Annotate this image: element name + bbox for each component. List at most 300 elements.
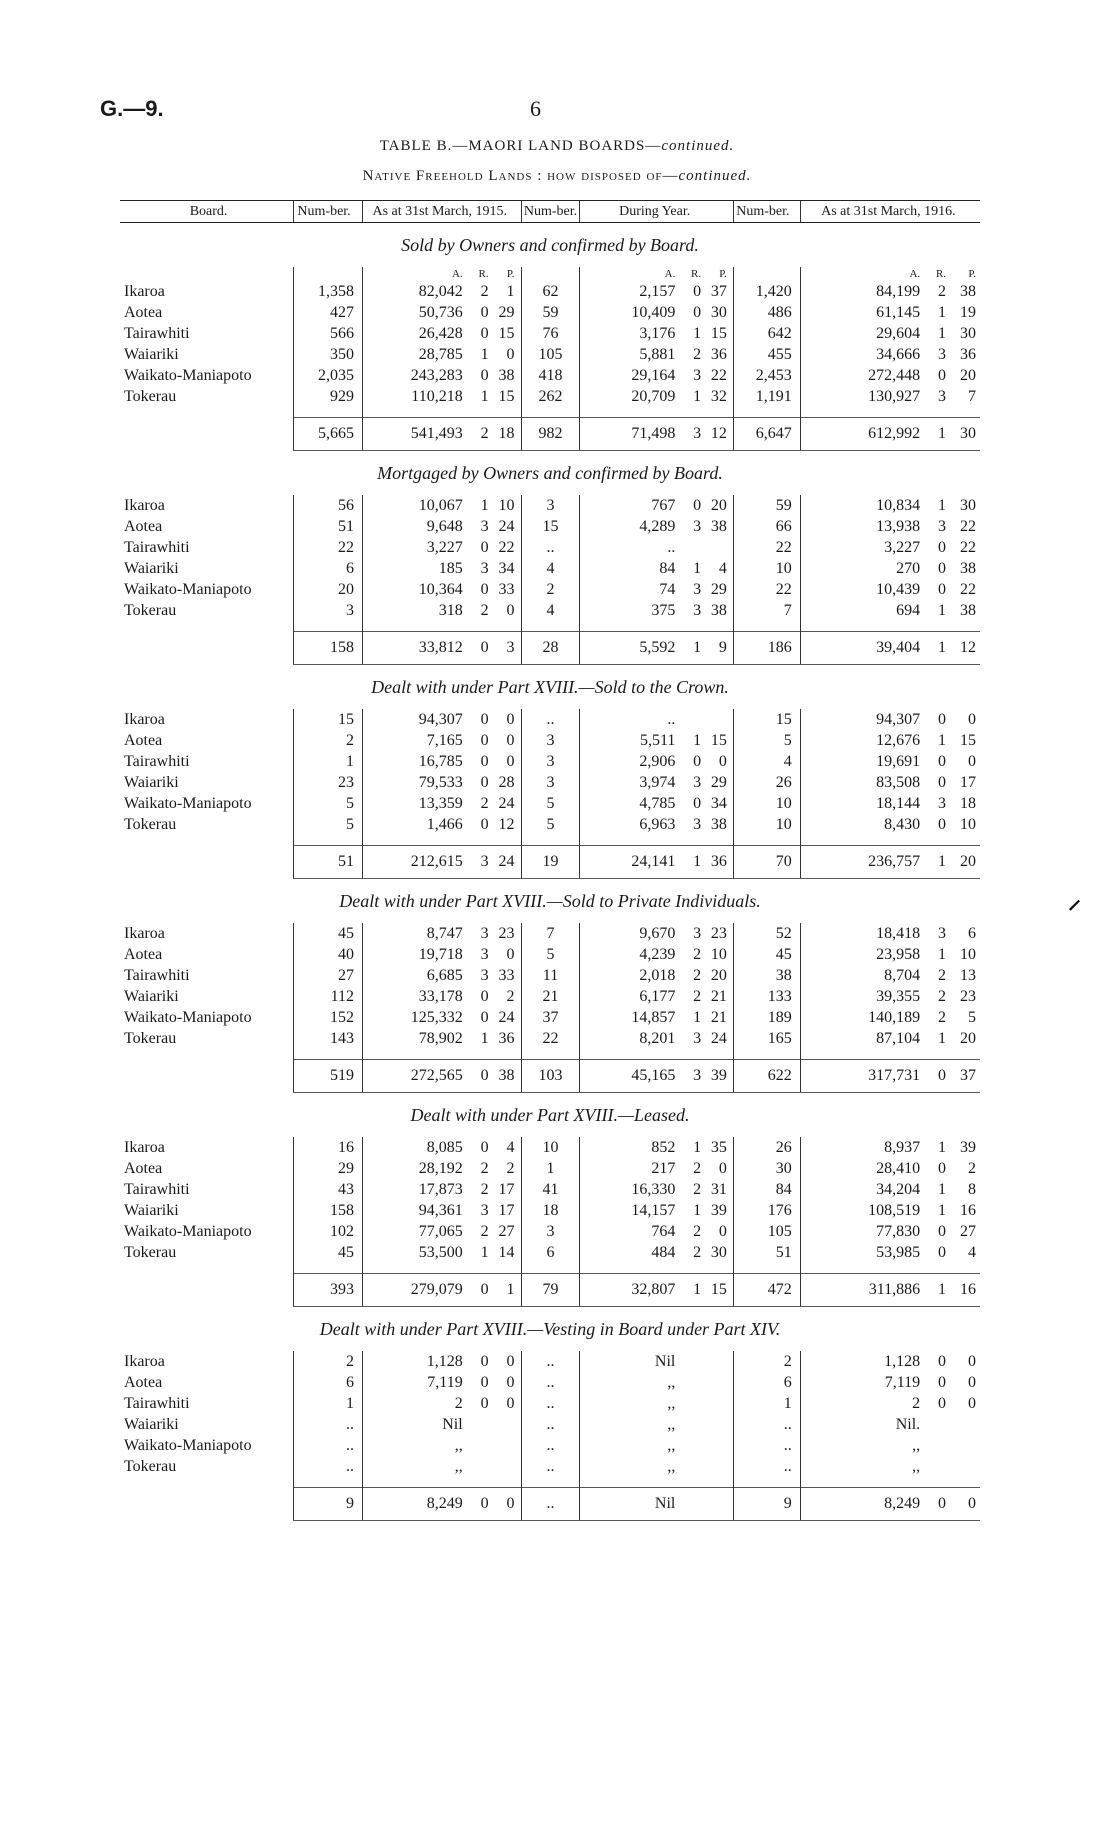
cell-n2: .. bbox=[521, 1414, 580, 1435]
units-row bbox=[120, 267, 980, 281]
total-label-blank bbox=[120, 632, 294, 665]
cell-p1: 34 bbox=[498, 560, 515, 577]
cell-a2: 764 bbox=[580, 1221, 679, 1242]
total-n3: 622 bbox=[733, 1060, 800, 1093]
cell-r1: 0 bbox=[480, 304, 489, 321]
spacer-cell bbox=[800, 1263, 924, 1274]
spacer-cell bbox=[521, 621, 580, 632]
total-a1: 212,615 bbox=[362, 846, 466, 879]
cell-a3: ,, bbox=[800, 1435, 924, 1456]
cell-p2: 39 bbox=[710, 1202, 727, 1219]
cell-p1: 1 bbox=[506, 283, 515, 300]
cell-a3: 83,508 bbox=[800, 772, 924, 793]
cell-a3: 3,227 bbox=[800, 537, 924, 558]
spacer-cell bbox=[800, 1477, 924, 1488]
cell-p1: 0 bbox=[506, 1395, 515, 1412]
cell-a1: 6,685 bbox=[362, 965, 466, 986]
cell-a2: 4,239 bbox=[580, 944, 679, 965]
cell-r1: 0 bbox=[480, 732, 489, 749]
spacer-cell bbox=[467, 835, 489, 846]
section-title: Mortgaged by Owners and confirmed by Board. bbox=[377, 463, 723, 483]
cell-p1: 28 bbox=[498, 774, 515, 791]
cell-a2: 4,785 bbox=[580, 793, 679, 814]
cell-r2: 0 bbox=[693, 795, 702, 812]
cell-n1: .. bbox=[294, 1414, 363, 1435]
cell-r3: 2 bbox=[938, 283, 947, 300]
total-a2: 32,807 bbox=[580, 1274, 679, 1307]
spacer-cell bbox=[701, 1477, 733, 1488]
cell-p2: 38 bbox=[710, 602, 727, 619]
table-row bbox=[120, 1435, 980, 1456]
table-row bbox=[120, 944, 980, 965]
cell-r2: 2 bbox=[693, 1244, 702, 1261]
total-n1: 51 bbox=[294, 846, 363, 879]
total-r1: 2 bbox=[467, 418, 489, 451]
cell-a2: 2,906 bbox=[580, 751, 679, 772]
section-title-row bbox=[120, 665, 980, 710]
cell-p3: 10 bbox=[960, 946, 976, 963]
cell-p1: 0 bbox=[506, 732, 515, 749]
cell-p3: 38 bbox=[960, 560, 976, 577]
spacer-cell bbox=[120, 835, 294, 846]
table-row bbox=[120, 386, 980, 407]
board-name: Aotea bbox=[124, 518, 163, 535]
cell-r1: 0 bbox=[480, 774, 489, 791]
cell-n1: 29 bbox=[294, 1158, 363, 1179]
spacer-cell bbox=[489, 1263, 521, 1274]
spacer-cell bbox=[294, 1049, 363, 1060]
cell-r2: 2 bbox=[693, 988, 702, 1005]
cell-a1: 16,785 bbox=[362, 751, 466, 772]
board-name: Aotea bbox=[124, 1160, 163, 1177]
cell-p2: 30 bbox=[710, 1244, 727, 1261]
cell-a2: 375 bbox=[580, 600, 679, 621]
table-row bbox=[120, 1393, 980, 1414]
spacer-cell bbox=[701, 835, 733, 846]
cell-r1: 1 bbox=[480, 1030, 489, 1047]
cell-a3: 270 bbox=[800, 558, 924, 579]
cell-n3: 1 bbox=[733, 1393, 800, 1414]
spacer-cell bbox=[924, 1049, 946, 1060]
spacer-cell bbox=[946, 1263, 980, 1274]
cell-p1: 17 bbox=[498, 1181, 515, 1198]
cell-r2: 3 bbox=[693, 602, 702, 619]
cell-a1: 110,218 bbox=[362, 386, 466, 407]
cell-r1: 0 bbox=[480, 539, 489, 556]
total-n1: 393 bbox=[294, 1274, 363, 1307]
cell-a2: 3,974 bbox=[580, 772, 679, 793]
cell-a3: 28,410 bbox=[800, 1158, 924, 1179]
cell-a2: 84 bbox=[580, 558, 679, 579]
cell-r2: 2 bbox=[693, 346, 702, 363]
cell-n2: 15 bbox=[521, 516, 580, 537]
cell-a1: 8,747 bbox=[362, 923, 466, 944]
cell-a1: 7,165 bbox=[362, 730, 466, 751]
cell-n1: 27 bbox=[294, 965, 363, 986]
spacer-cell bbox=[800, 835, 924, 846]
cell-p2: 22 bbox=[710, 367, 727, 384]
cell-r2: 2 bbox=[693, 946, 702, 963]
cell-n3: 59 bbox=[733, 495, 800, 516]
cell-r1: 0 bbox=[480, 1374, 489, 1391]
cell-n2: 4 bbox=[521, 558, 580, 579]
cell-a2: 10,409 bbox=[580, 302, 679, 323]
cell-a2: ,, bbox=[580, 1435, 679, 1456]
cell-a1: 3,227 bbox=[362, 537, 466, 558]
unit-perches: P. bbox=[968, 268, 976, 280]
cell-p3: 38 bbox=[960, 283, 976, 300]
total-r1: 0 bbox=[467, 1274, 489, 1307]
board-name: Waiariki bbox=[124, 988, 179, 1005]
cell-n2: 3 bbox=[521, 730, 580, 751]
cell-n2: 418 bbox=[521, 365, 580, 386]
cell-p1 bbox=[489, 1456, 521, 1477]
cell-r3: 0 bbox=[938, 1223, 947, 1240]
cell-n3: 45 bbox=[733, 944, 800, 965]
cell-a2: ,, bbox=[580, 1456, 679, 1477]
table-title: TABLE B.—MAORI LAND BOARDS—continued. bbox=[379, 138, 735, 154]
cell-r2: 2 bbox=[693, 1181, 702, 1198]
cell-a3: 140,189 bbox=[800, 1007, 924, 1028]
cell-n3: 51 bbox=[733, 1242, 800, 1263]
cell-r2: 3 bbox=[693, 518, 702, 535]
board-name: Tairawhiti bbox=[124, 325, 190, 342]
cell-p2: 38 bbox=[710, 816, 727, 833]
cell-r3 bbox=[924, 1456, 946, 1477]
spacer-cell bbox=[946, 407, 980, 418]
cell-p2: 30 bbox=[710, 304, 727, 321]
total-label-blank bbox=[120, 1274, 294, 1307]
cell-r3: 3 bbox=[938, 388, 947, 405]
total-row bbox=[120, 632, 980, 665]
cell-n1: 566 bbox=[294, 323, 363, 344]
total-r2: 1 bbox=[679, 1274, 701, 1307]
cell-n1: 15 bbox=[294, 709, 363, 730]
page-number: 6 bbox=[530, 96, 541, 121]
spacer-row bbox=[120, 835, 980, 846]
cell-r1: 3 bbox=[480, 967, 489, 984]
total-r2: 1 bbox=[679, 846, 701, 879]
cell-p1: 24 bbox=[498, 795, 515, 812]
cell-a2: 2,018 bbox=[580, 965, 679, 986]
cell-n3: 105 bbox=[733, 1221, 800, 1242]
board-name: Tairawhiti bbox=[124, 1181, 190, 1198]
cell-p3: 16 bbox=[960, 1202, 976, 1219]
cell-a3: 130,927 bbox=[800, 386, 924, 407]
cell-r1: 2 bbox=[480, 1223, 489, 1240]
table-row bbox=[120, 1007, 980, 1028]
table-row bbox=[120, 516, 980, 537]
total-r2: 3 bbox=[679, 418, 701, 451]
total-r1: 0 bbox=[467, 632, 489, 665]
cell-r1: 3 bbox=[480, 518, 489, 535]
total-a1: 33,812 bbox=[362, 632, 466, 665]
cell-n2: 10 bbox=[521, 1137, 580, 1158]
spacer-cell bbox=[362, 1477, 466, 1488]
cell-a2: .. bbox=[580, 709, 679, 730]
spacer-cell bbox=[701, 407, 733, 418]
board-name: Ikaroa bbox=[124, 925, 165, 942]
cell-r3: 0 bbox=[938, 1395, 947, 1412]
total-a3: 39,404 bbox=[800, 632, 924, 665]
cell-a2: 74 bbox=[580, 579, 679, 600]
cell-n3: 455 bbox=[733, 344, 800, 365]
cell-n3: 486 bbox=[733, 302, 800, 323]
units-blank bbox=[521, 267, 580, 281]
spacer-row bbox=[120, 1263, 980, 1274]
cell-r2: 3 bbox=[693, 774, 702, 791]
unit-roods: R. bbox=[691, 268, 702, 280]
cell-p1: 17 bbox=[498, 1202, 515, 1219]
cell-p2: 20 bbox=[710, 967, 727, 984]
cell-n2: .. bbox=[521, 709, 580, 730]
cell-r3: 0 bbox=[938, 1160, 947, 1177]
cell-n1: 102 bbox=[294, 1221, 363, 1242]
board-name: Waikato-Maniapoto bbox=[124, 1223, 252, 1240]
total-a1: 279,079 bbox=[362, 1274, 466, 1307]
board-name: Waikato-Maniapoto bbox=[124, 367, 252, 384]
cell-n3: 84 bbox=[733, 1179, 800, 1200]
spacer-cell bbox=[924, 1477, 946, 1488]
cell-r2: 0 bbox=[693, 304, 702, 321]
cell-r2 bbox=[679, 1372, 701, 1393]
cell-r2: 0 bbox=[693, 283, 702, 300]
cell-n2: .. bbox=[521, 537, 580, 558]
cell-n3: 22 bbox=[733, 579, 800, 600]
cell-a2: 5,881 bbox=[580, 344, 679, 365]
cell-a3: 34,666 bbox=[800, 344, 924, 365]
spacer-cell bbox=[946, 1049, 980, 1060]
cell-r2: 1 bbox=[693, 732, 702, 749]
cell-n2: 22 bbox=[521, 1028, 580, 1049]
board-name: Aotea bbox=[124, 946, 163, 963]
cell-r1: 1 bbox=[480, 1244, 489, 1261]
cell-n1: 45 bbox=[294, 923, 363, 944]
cell-p2: 21 bbox=[710, 988, 727, 1005]
unit-acres: A. bbox=[800, 267, 924, 281]
total-p1: 18 bbox=[489, 418, 521, 451]
cell-n1: 56 bbox=[294, 495, 363, 516]
cell-r2: 1 bbox=[693, 1009, 702, 1026]
header-as-at-1916: As at 31st March, 1916. bbox=[800, 201, 980, 223]
board-name: Waikato-Maniapoto bbox=[124, 581, 252, 598]
total-row bbox=[120, 846, 980, 879]
cell-p2: 4 bbox=[718, 560, 727, 577]
cell-n2: 7 bbox=[521, 923, 580, 944]
cell-p2 bbox=[701, 709, 733, 730]
cell-r3: 0 bbox=[938, 774, 947, 791]
spacer-cell bbox=[467, 621, 489, 632]
total-a2: 5,592 bbox=[580, 632, 679, 665]
spacer-cell bbox=[800, 1049, 924, 1060]
cell-n3: .. bbox=[733, 1435, 800, 1456]
cell-p1: 24 bbox=[498, 518, 515, 535]
spacer-cell bbox=[294, 407, 363, 418]
cell-a2: 4,289 bbox=[580, 516, 679, 537]
spacer-cell bbox=[489, 1477, 521, 1488]
total-a2: 71,498 bbox=[580, 418, 679, 451]
units-blank bbox=[120, 267, 294, 281]
spacer-cell bbox=[733, 835, 800, 846]
cell-p3: 38 bbox=[960, 602, 976, 619]
cell-a3: 34,204 bbox=[800, 1179, 924, 1200]
board-name: Waiariki bbox=[124, 774, 179, 791]
cell-n1: 1,358 bbox=[294, 281, 363, 302]
cell-a2: 5,511 bbox=[580, 730, 679, 751]
cell-n1: 5 bbox=[294, 814, 363, 835]
header-number-1916: Num-ber. bbox=[733, 201, 800, 223]
board-name: Ikaroa bbox=[124, 711, 165, 728]
cell-n3: 133 bbox=[733, 986, 800, 1007]
total-p2 bbox=[701, 1488, 733, 1521]
total-r1: 0 bbox=[467, 1060, 489, 1093]
cell-n3: 176 bbox=[733, 1200, 800, 1221]
cell-a1: 1,466 bbox=[362, 814, 466, 835]
total-p3: 30 bbox=[946, 418, 980, 451]
cell-a2: 29,164 bbox=[580, 365, 679, 386]
table-row bbox=[120, 923, 980, 944]
unit-perches: P. bbox=[506, 268, 515, 280]
board-name: Tokerau bbox=[124, 1244, 177, 1261]
total-a1: 541,493 bbox=[362, 418, 466, 451]
cell-n2: 41 bbox=[521, 1179, 580, 1200]
spacer-cell bbox=[679, 1049, 701, 1060]
board-name: Tairawhiti bbox=[124, 1395, 190, 1412]
cell-r2 bbox=[679, 1435, 701, 1456]
cell-n1: 20 bbox=[294, 579, 363, 600]
cell-a3: 1,128 bbox=[800, 1351, 924, 1372]
spacer-cell bbox=[679, 1477, 701, 1488]
cell-p2: 38 bbox=[710, 518, 727, 535]
spacer-cell bbox=[924, 407, 946, 418]
cell-p2: 21 bbox=[710, 1009, 727, 1026]
cell-n2: 21 bbox=[521, 986, 580, 1007]
table-row bbox=[120, 730, 980, 751]
cell-p1: 0 bbox=[506, 753, 515, 770]
total-p3: 0 bbox=[946, 1488, 980, 1521]
cell-a3: 272,448 bbox=[800, 365, 924, 386]
cell-r1: 1 bbox=[480, 346, 489, 363]
board-name: Tokerau bbox=[124, 388, 177, 405]
cell-r3: 1 bbox=[938, 304, 947, 321]
cell-r3: 1 bbox=[938, 946, 947, 963]
board-name: Aotea bbox=[124, 732, 163, 749]
total-row bbox=[120, 1274, 980, 1307]
cell-r2 bbox=[679, 1393, 701, 1414]
section-title: Dealt with under Part XVIII.—Vesting in Board under Part XIV. bbox=[319, 1319, 781, 1339]
cell-r1: 3 bbox=[480, 560, 489, 577]
cell-a2: 14,157 bbox=[580, 1200, 679, 1221]
total-n1: 519 bbox=[294, 1060, 363, 1093]
header-during-year: During Year. bbox=[580, 201, 733, 223]
total-n2: 28 bbox=[521, 632, 580, 665]
cell-n2: 76 bbox=[521, 323, 580, 344]
cell-n2: 59 bbox=[521, 302, 580, 323]
cell-a3: 108,519 bbox=[800, 1200, 924, 1221]
cell-p3: 17 bbox=[960, 774, 976, 791]
cell-p2: 31 bbox=[710, 1181, 727, 1198]
total-p1: 1 bbox=[489, 1274, 521, 1307]
spacer-cell bbox=[701, 621, 733, 632]
spacer-cell bbox=[294, 835, 363, 846]
cell-n1: 152 bbox=[294, 1007, 363, 1028]
stray-mark: ⸝ bbox=[1068, 885, 1082, 914]
cell-n2: .. bbox=[521, 1393, 580, 1414]
spacer-cell bbox=[701, 1263, 733, 1274]
cell-r3 bbox=[924, 1435, 946, 1456]
total-r2: 3 bbox=[679, 1060, 701, 1093]
total-p2: 12 bbox=[701, 418, 733, 451]
cell-n3: 30 bbox=[733, 1158, 800, 1179]
board-name: Waiariki bbox=[124, 560, 179, 577]
spacer-cell bbox=[489, 621, 521, 632]
table-row bbox=[120, 281, 980, 302]
total-n2: 19 bbox=[521, 846, 580, 879]
cell-r3: 0 bbox=[938, 1374, 947, 1391]
spacer-cell bbox=[580, 1263, 679, 1274]
table-row bbox=[120, 558, 980, 579]
table-subtitle-continued: continued. bbox=[678, 168, 752, 184]
cell-r3: 0 bbox=[938, 539, 947, 556]
cell-a2: ,, bbox=[580, 1393, 679, 1414]
cell-r1: 2 bbox=[480, 1181, 489, 1198]
cell-p1: 15 bbox=[498, 325, 515, 342]
cell-n1: 22 bbox=[294, 537, 363, 558]
cell-r3: 0 bbox=[938, 1353, 947, 1370]
cell-n1: 929 bbox=[294, 386, 363, 407]
total-a2: Nil bbox=[580, 1488, 679, 1521]
cell-p1: 0 bbox=[506, 602, 515, 619]
spacer-cell bbox=[679, 835, 701, 846]
cell-n1: 6 bbox=[294, 1372, 363, 1393]
cell-a2: 14,857 bbox=[580, 1007, 679, 1028]
spacer-row bbox=[120, 621, 980, 632]
cell-p2 bbox=[701, 1456, 733, 1477]
spacer-row bbox=[120, 407, 980, 418]
cell-n3: 38 bbox=[733, 965, 800, 986]
spacer-cell bbox=[580, 835, 679, 846]
spacer-cell bbox=[580, 1477, 679, 1488]
cell-n1: 43 bbox=[294, 1179, 363, 1200]
cell-p1: 24 bbox=[498, 1009, 515, 1026]
cell-n1: 2,035 bbox=[294, 365, 363, 386]
cell-n2: 4 bbox=[521, 600, 580, 621]
unit-acres: A. bbox=[580, 267, 679, 281]
table-row bbox=[120, 1351, 980, 1372]
cell-r2 bbox=[679, 1456, 701, 1477]
cell-p2 bbox=[701, 1393, 733, 1414]
cell-r1: 1 bbox=[480, 388, 489, 405]
board-name: Tairawhiti bbox=[124, 539, 190, 556]
cell-r2: 1 bbox=[693, 1202, 702, 1219]
cell-p3: 6 bbox=[968, 925, 976, 942]
board-name: Ikaroa bbox=[124, 1139, 165, 1156]
cell-a1: 1,128 bbox=[362, 1351, 466, 1372]
board-name: Tairawhiti bbox=[124, 967, 190, 984]
table-row bbox=[120, 814, 980, 835]
cell-a1: 50,736 bbox=[362, 302, 466, 323]
table-row bbox=[120, 537, 980, 558]
total-n1: 5,665 bbox=[294, 418, 363, 451]
cell-a3: 8,704 bbox=[800, 965, 924, 986]
cell-a3: 13,938 bbox=[800, 516, 924, 537]
cell-p2: 34 bbox=[710, 795, 727, 812]
cell-r1: 0 bbox=[480, 753, 489, 770]
units-blank bbox=[294, 267, 363, 281]
cell-a2: 217 bbox=[580, 1158, 679, 1179]
cell-r2: 2 bbox=[693, 967, 702, 984]
cell-a1: 8,085 bbox=[362, 1137, 466, 1158]
